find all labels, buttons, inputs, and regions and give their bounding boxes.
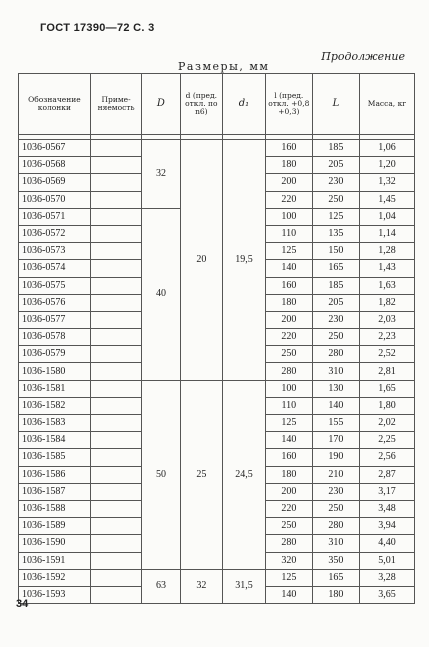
- cell-mass: 4,40: [359, 535, 414, 552]
- cell-L: 205: [312, 157, 359, 174]
- cell-applicability: [90, 569, 142, 586]
- cell-l: 125: [265, 569, 312, 586]
- cell-designation: 1036-1590: [19, 535, 91, 552]
- cell-applicability: [90, 157, 142, 174]
- cell-designation: 1036-0572: [19, 225, 91, 242]
- cell-applicability: [90, 294, 142, 311]
- cell-l: 100: [265, 208, 312, 225]
- cell-mass: 2,56: [359, 449, 414, 466]
- cell-mass: 2,87: [359, 466, 414, 483]
- cell-L: 130: [312, 380, 359, 397]
- cell-L: 135: [312, 225, 359, 242]
- table-row: [19, 140, 415, 157]
- cell-L: 150: [312, 243, 359, 260]
- col-D: D: [142, 74, 180, 135]
- cell-l: 110: [265, 225, 312, 242]
- cell-applicability: [90, 518, 142, 535]
- cell-L: 210: [312, 466, 359, 483]
- cell-applicability: [90, 432, 142, 449]
- cell-l: 200: [265, 483, 312, 500]
- cell-l: 200: [265, 311, 312, 328]
- cell-L: 165: [312, 569, 359, 586]
- cell-applicability: [90, 225, 142, 242]
- cell-designation: 1036-1580: [19, 363, 91, 380]
- cell-designation: 1036-0573: [19, 243, 91, 260]
- cell-d1: 24,5: [223, 380, 266, 569]
- cell-applicability: [90, 397, 142, 414]
- cell-l: 140: [265, 260, 312, 277]
- cell-l: 140: [265, 432, 312, 449]
- cell-L: 155: [312, 415, 359, 432]
- cell-applicability: [90, 311, 142, 328]
- cell-l: 160: [265, 277, 312, 294]
- cell-applicability: [90, 174, 142, 191]
- cell-D: 40: [142, 208, 180, 380]
- cell-L: 230: [312, 483, 359, 500]
- col-l: l (пред. откл. +0,8 +0,3): [265, 74, 312, 135]
- cell-l: 180: [265, 466, 312, 483]
- cell-d: 25: [180, 380, 223, 569]
- cell-applicability: [90, 380, 142, 397]
- cell-applicability: [90, 535, 142, 552]
- dimensions-table: [18, 73, 415, 604]
- cell-L: 280: [312, 518, 359, 535]
- col-d: d (пред. откл. по n6): [180, 74, 223, 135]
- cell-mass: 1,04: [359, 208, 414, 225]
- cell-L: 125: [312, 208, 359, 225]
- cell-mass: 3,28: [359, 569, 414, 586]
- cell-mass: 1,43: [359, 260, 414, 277]
- cell-applicability: [90, 483, 142, 500]
- cell-applicability: [90, 208, 142, 225]
- cell-applicability: [90, 329, 142, 346]
- cell-L: 230: [312, 174, 359, 191]
- cell-l: 250: [265, 518, 312, 535]
- dimensions-label: Размеры, мм: [178, 60, 270, 73]
- cell-applicability: [90, 346, 142, 363]
- cell-designation: 1036-0574: [19, 260, 91, 277]
- cell-l: 220: [265, 329, 312, 346]
- cell-mass: 3,94: [359, 518, 414, 535]
- cell-mass: 3,65: [359, 586, 414, 603]
- cell-designation: 1036-1581: [19, 380, 91, 397]
- cell-mass: 2,23: [359, 329, 414, 346]
- cell-applicability: [90, 552, 142, 569]
- cell-mass: 2,52: [359, 346, 414, 363]
- cell-L: 140: [312, 397, 359, 414]
- cell-applicability: [90, 586, 142, 603]
- cell-designation: 1036-1593: [19, 586, 91, 603]
- cell-L: 185: [312, 277, 359, 294]
- cell-l: 125: [265, 243, 312, 260]
- cell-l: 160: [265, 449, 312, 466]
- cell-L: 230: [312, 311, 359, 328]
- table-row: [19, 569, 415, 586]
- cell-applicability: [90, 140, 142, 157]
- cell-l: 280: [265, 535, 312, 552]
- cell-designation: 1036-0577: [19, 311, 91, 328]
- cell-l: 220: [265, 191, 312, 208]
- cell-L: 310: [312, 535, 359, 552]
- cell-designation: 1036-1582: [19, 397, 91, 414]
- col-L: L: [312, 74, 359, 135]
- cell-L: 190: [312, 449, 359, 466]
- cell-designation: 1036-0568: [19, 157, 91, 174]
- cell-mass: 1,80: [359, 397, 414, 414]
- cell-applicability: [90, 277, 142, 294]
- cell-mass: 3,48: [359, 500, 414, 517]
- cell-l: 180: [265, 294, 312, 311]
- cell-L: 185: [312, 140, 359, 157]
- cell-designation: 1036-1587: [19, 483, 91, 500]
- cell-l: 140: [265, 586, 312, 603]
- cell-designation: 1036-1585: [19, 449, 91, 466]
- col-d1: d₁: [223, 74, 266, 135]
- cell-mass: 1,82: [359, 294, 414, 311]
- cell-L: 250: [312, 329, 359, 346]
- cell-l: 110: [265, 397, 312, 414]
- cell-mass: 1,45: [359, 191, 414, 208]
- cell-l: 220: [265, 500, 312, 517]
- cell-l: 250: [265, 346, 312, 363]
- cell-designation: 1036-0578: [19, 329, 91, 346]
- col-mass: Масса, кг: [359, 74, 414, 135]
- cell-d: 32: [180, 569, 223, 603]
- cell-designation: 1036-1583: [19, 415, 91, 432]
- cell-l: 160: [265, 140, 312, 157]
- cell-mass: 2,02: [359, 415, 414, 432]
- table-header-row: [19, 74, 415, 135]
- table-row: [19, 380, 415, 397]
- cell-L: 250: [312, 500, 359, 517]
- cell-applicability: [90, 449, 142, 466]
- cell-L: 310: [312, 363, 359, 380]
- cell-mass: 2,81: [359, 363, 414, 380]
- cell-l: 320: [265, 552, 312, 569]
- cell-mass: 2,03: [359, 311, 414, 328]
- cell-designation: 1036-0570: [19, 191, 91, 208]
- cell-mass: 1,63: [359, 277, 414, 294]
- col-applicability: Применяемость: [90, 74, 142, 135]
- cell-D: 32: [142, 140, 180, 209]
- cell-L: 165: [312, 260, 359, 277]
- cell-designation: 1036-1588: [19, 500, 91, 517]
- cell-L: 205: [312, 294, 359, 311]
- cell-mass: 1,06: [359, 140, 414, 157]
- cell-d1: 31,5: [223, 569, 266, 603]
- table-body: [19, 135, 415, 604]
- cell-mass: 1,32: [359, 174, 414, 191]
- cell-applicability: [90, 260, 142, 277]
- cell-mass: 2,25: [359, 432, 414, 449]
- cell-L: 350: [312, 552, 359, 569]
- cell-mass: 1,28: [359, 243, 414, 260]
- cell-applicability: [90, 363, 142, 380]
- cell-mass: 1,65: [359, 380, 414, 397]
- cell-L: 250: [312, 191, 359, 208]
- cell-applicability: [90, 415, 142, 432]
- cell-mass: 5,01: [359, 552, 414, 569]
- cell-l: 200: [265, 174, 312, 191]
- standard-header: ГОСТ 17390—72 С. 3: [40, 22, 155, 34]
- cell-D: 50: [142, 380, 180, 569]
- cell-designation: 1036-0579: [19, 346, 91, 363]
- cell-applicability: [90, 466, 142, 483]
- cell-applicability: [90, 191, 142, 208]
- cell-designation: 1036-0569: [19, 174, 91, 191]
- page-number: 34: [16, 598, 29, 610]
- col-designation: Обозначение колонки: [19, 74, 91, 135]
- cell-designation: 1036-0571: [19, 208, 91, 225]
- cell-designation: 1036-0567: [19, 140, 91, 157]
- cell-applicability: [90, 500, 142, 517]
- cell-l: 100: [265, 380, 312, 397]
- cell-designation: 1036-1584: [19, 432, 91, 449]
- continuation-label: Продолжение: [321, 50, 405, 63]
- cell-mass: 1,14: [359, 225, 414, 242]
- cell-designation: 1036-0576: [19, 294, 91, 311]
- cell-d1: 19,5: [223, 140, 266, 381]
- cell-designation: 1036-1586: [19, 466, 91, 483]
- cell-L: 170: [312, 432, 359, 449]
- cell-mass: 3,17: [359, 483, 414, 500]
- cell-d: 20: [180, 140, 223, 381]
- cell-designation: 1036-1592: [19, 569, 91, 586]
- cell-L: 180: [312, 586, 359, 603]
- cell-designation: 1036-0575: [19, 277, 91, 294]
- cell-D: 63: [142, 569, 180, 603]
- cell-mass: 1,20: [359, 157, 414, 174]
- cell-applicability: [90, 243, 142, 260]
- cell-l: 280: [265, 363, 312, 380]
- cell-designation: 1036-1589: [19, 518, 91, 535]
- cell-L: 280: [312, 346, 359, 363]
- cell-designation: 1036-1591: [19, 552, 91, 569]
- cell-l: 180: [265, 157, 312, 174]
- cell-l: 125: [265, 415, 312, 432]
